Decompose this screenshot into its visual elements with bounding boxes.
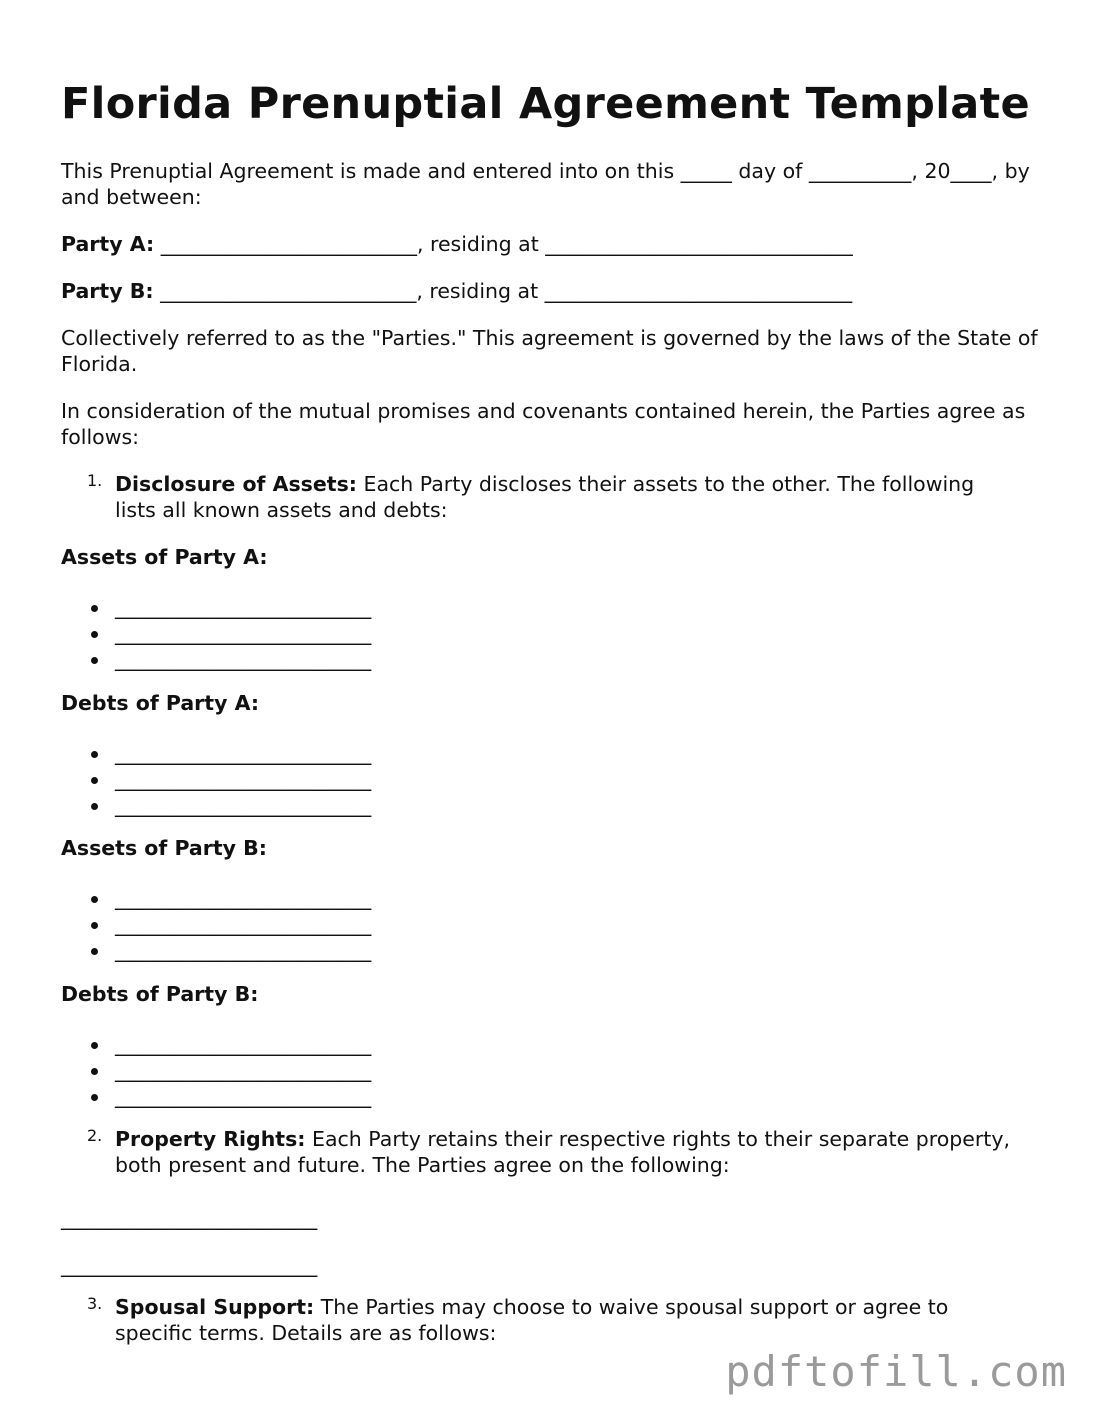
bullet-icon [91, 803, 98, 810]
party-b-fields: _________________________, residing at ______________________________ [153, 279, 853, 303]
bullet-icon [91, 1068, 98, 1075]
bullet-icon [91, 605, 98, 612]
assets-party-a-list [61, 594, 371, 672]
blank-line[interactable]: _________________________ [115, 1032, 372, 1056]
list-item [61, 620, 371, 646]
bullet-icon [91, 631, 98, 638]
debts-party-a-list [61, 740, 371, 818]
section-number: 1. [87, 471, 103, 490]
blank-line[interactable]: _________________________ [115, 621, 372, 645]
party-a-line [61, 231, 1041, 257]
section-text: The Parties may choose to waive spousal support or agree to specific terms. Details are as follows: [115, 1295, 949, 1345]
blank-line[interactable]: _________________________ [115, 1058, 372, 1082]
list-item [61, 937, 371, 963]
blank-line[interactable]: _________________________ [115, 886, 372, 910]
bullet-icon [91, 922, 98, 929]
section-heading: Disclosure of Assets: [115, 472, 357, 496]
section-number: 2. [87, 1126, 103, 1145]
list-item [61, 1031, 371, 1057]
section-spousal-support [61, 1294, 1021, 1346]
intro-paragraph: This Prenuptial Agreement is made and entered into on this _____ day of __________, 20____, by and between: [61, 159, 1030, 209]
debts-party-b-list [61, 1031, 371, 1109]
section-heading: Property Rights: [115, 1127, 306, 1151]
blank-line[interactable]: _________________________ [115, 912, 372, 936]
assets-party-b-list [61, 885, 371, 963]
list-item [61, 911, 371, 937]
list-item [61, 1083, 371, 1109]
bullet-icon [91, 751, 98, 758]
blank-line[interactable]: _________________________ [115, 793, 372, 817]
blank-line[interactable]: _________________________ [115, 741, 372, 765]
section-number: 3. [87, 1294, 103, 1313]
bullet-icon [91, 948, 98, 955]
watermark-text: pdftofill.com [725, 1347, 1067, 1396]
consideration-paragraph: In consideration of the mutual promises and covenants contained herein, the Parties agree as follows: [61, 399, 1026, 449]
party-b-line [61, 278, 1041, 304]
party-a-label: Party A: [61, 232, 155, 256]
list-item [61, 646, 371, 672]
collectively-paragraph: Collectively referred to as the "Parties." This agreement is governed by the laws of the State of Florida. [61, 326, 1038, 376]
bullet-icon [91, 1042, 98, 1049]
assets-party-b-heading: Assets of Party B: [61, 836, 267, 860]
debts-party-a-heading: Debts of Party A: [61, 691, 260, 715]
bullet-icon [91, 777, 98, 784]
blank-line[interactable]: _________________________ [115, 647, 372, 671]
section-text: Each Party discloses their assets to the other. The following lists all known assets and debts: [115, 472, 975, 522]
assets-party-a-heading: Assets of Party A: [61, 545, 268, 569]
list-item [61, 792, 371, 818]
property-blank-line[interactable]: _________________________ [61, 1206, 318, 1230]
bullet-icon [91, 896, 98, 903]
blank-line[interactable]: _________________________ [115, 1084, 372, 1108]
party-b-label: Party B: [61, 279, 154, 303]
bullet-icon [91, 657, 98, 664]
blank-line[interactable]: _________________________ [115, 938, 372, 962]
blank-line[interactable]: _________________________ [115, 595, 372, 619]
list-item [61, 766, 371, 792]
list-item [61, 1057, 371, 1083]
property-blank-line[interactable]: _________________________ [61, 1253, 318, 1277]
document-title: Florida Prenuptial Agreement Template [61, 79, 1030, 129]
blank-line[interactable]: _________________________ [115, 767, 372, 791]
section-heading: Spousal Support: [115, 1295, 315, 1319]
section-property-rights [61, 1126, 1021, 1178]
section-text: Each Party retains their respective rights to their separate property, both present and future. The Parties agree on the following: [115, 1127, 1010, 1177]
party-a-fields: _________________________, residing at ______________________________ [154, 232, 853, 256]
list-item [61, 885, 371, 911]
section-disclosure-of-assets [61, 471, 1021, 523]
list-item [61, 594, 371, 620]
debts-party-b-heading: Debts of Party B: [61, 982, 259, 1006]
bullet-icon [91, 1094, 98, 1101]
list-item [61, 740, 371, 766]
